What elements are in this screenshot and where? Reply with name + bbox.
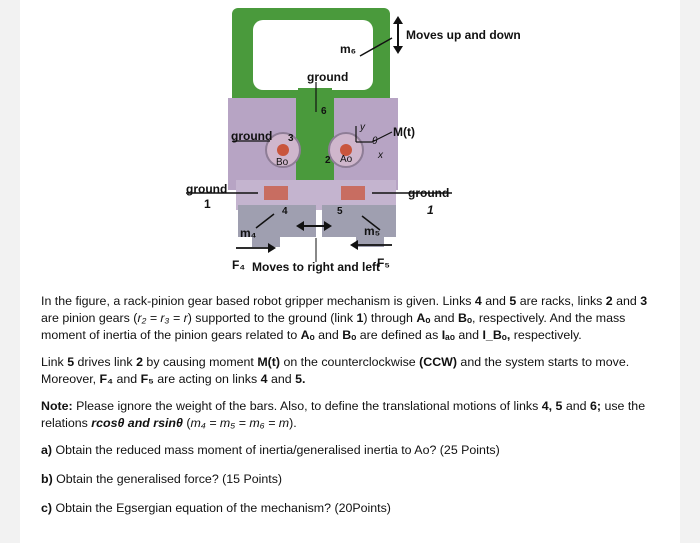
down-arrow-head bbox=[393, 46, 403, 54]
f5-label: F₅ bbox=[377, 256, 390, 270]
f5-arrow-head bbox=[350, 240, 358, 250]
bo-label: Bo bbox=[276, 157, 289, 168]
ao-label: Ao bbox=[340, 154, 353, 165]
paragraph-note: Note: Please ignore the weight of the bars. Also, to define the translational motions of links 4, 5 and 6; use the relations rcosθ and rsinθ (m₄ = m₅ = m₆ = m). bbox=[41, 399, 646, 430]
theta-label: θ bbox=[372, 136, 378, 147]
link-2-label: 2 bbox=[325, 155, 331, 166]
ground-top-label: ground bbox=[307, 70, 349, 84]
mt-label: M(t) bbox=[393, 125, 415, 139]
question-b: b) Obtain the generalised force? (15 Points) bbox=[41, 472, 283, 486]
green-center-column bbox=[296, 96, 334, 194]
pinion-hub-3 bbox=[277, 144, 289, 156]
m4-label: m₄ bbox=[240, 226, 257, 240]
link-3-label: 3 bbox=[288, 133, 294, 144]
question-c: c) Obtain the Egsergian equation of the mechanism? (20Points) bbox=[41, 501, 391, 515]
y-axis-label: y bbox=[360, 122, 365, 133]
problem-text bbox=[41, 293, 663, 526]
ground-right-number: 1 bbox=[427, 203, 434, 217]
link-4-label: 4 bbox=[282, 206, 288, 217]
paragraph-description: In the figure, a rack-pinion gear based robot gripper mechanism is given. Links 4 and 5 are racks, links 2 and 3 are pinion gears (r₂ = r₃ = r) supported to the ground (link 1) through Aₒ and Bₒ, respectively. And the mass moment of inertia of the pinion gears related to Aₒ and Bₒ are defined as Iₐₒ and I_Bₒ, respectively. bbox=[41, 294, 648, 342]
moves-right-left-label: Moves to right and left bbox=[252, 260, 381, 274]
f4-label: F₄ bbox=[232, 258, 246, 272]
ground-right-label: ground bbox=[408, 186, 450, 200]
paragraph-drive: Link 5 drives link 2 by causing moment M(t) on the counterclockwise (CCW) and the system starts to move. Moreover, F₄ and F₅ are acting on links 4 and 5. bbox=[41, 355, 630, 386]
m5-label: m₅ bbox=[364, 224, 381, 238]
right-red-block bbox=[341, 186, 365, 200]
m6-label: m₆ bbox=[340, 42, 357, 56]
x-axis-label: x bbox=[378, 150, 383, 161]
ground-mid-label: ground bbox=[231, 129, 273, 143]
question-a: a) Obtain the reduced mass moment of inertia/generalised inertia to Ao? (25 Points) bbox=[41, 443, 500, 457]
link-5-label: 5 bbox=[337, 206, 343, 217]
ground-left-label: ground bbox=[186, 182, 228, 196]
moves-up-down-label: Moves up and down bbox=[406, 28, 521, 42]
ground-left-number: 1 bbox=[204, 197, 211, 211]
link-6-label: 6 bbox=[321, 106, 327, 117]
up-arrow-head bbox=[393, 16, 403, 24]
left-red-block bbox=[264, 186, 288, 200]
